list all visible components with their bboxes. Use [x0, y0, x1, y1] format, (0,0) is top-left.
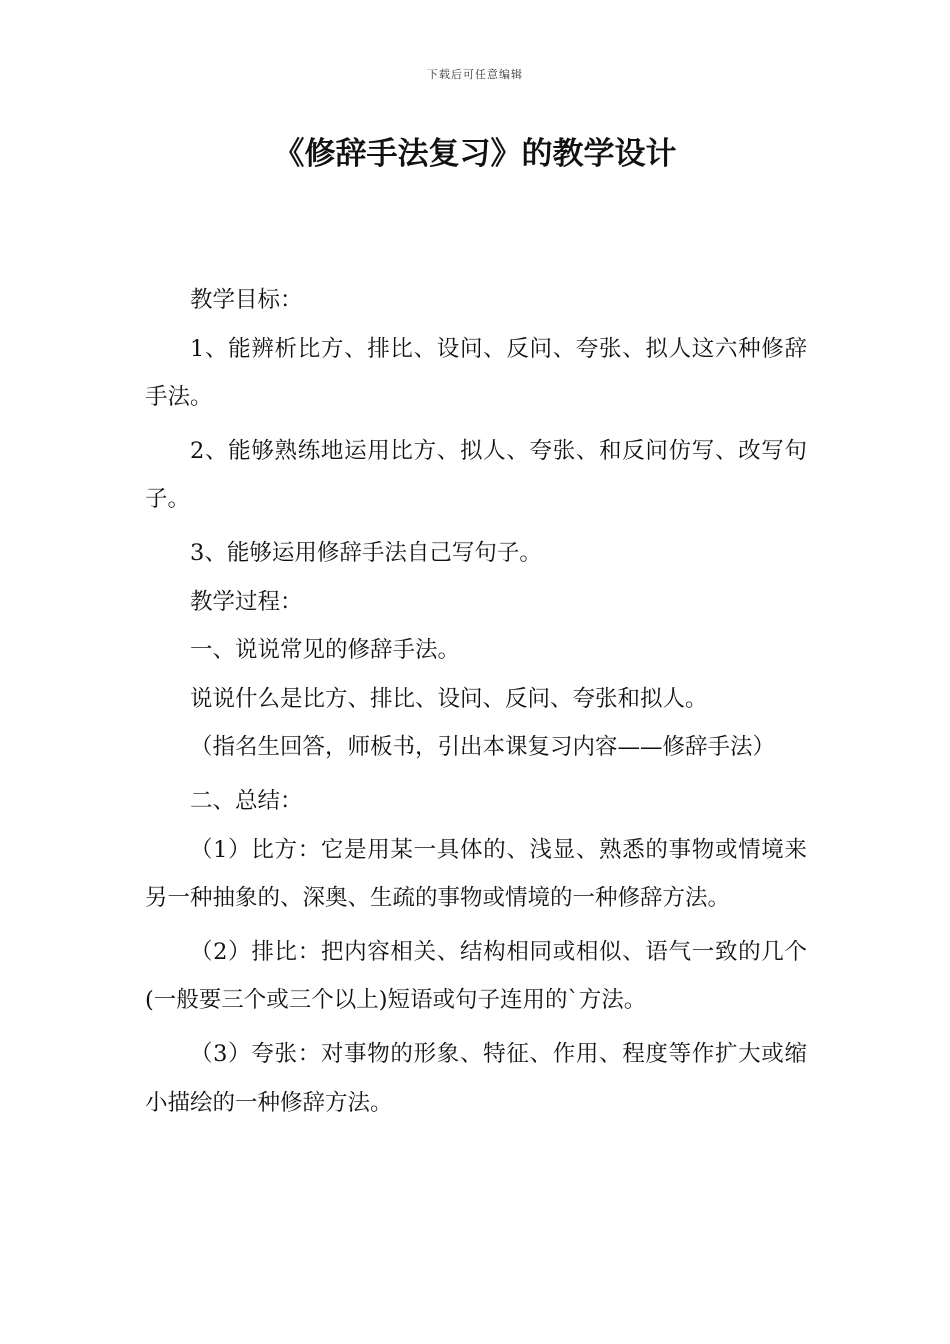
document-title: 《修辞手法复习》的教学设计 [273, 136, 677, 172]
paragraph-summary-hyperbole: （3）夸张：对事物的形象、特征、作用、程度等作扩大或缩小描绘的一种修辞方法。 [145, 1040, 807, 1116]
paragraph-section-1: 一、说说常见的修辞手法。 [190, 637, 461, 664]
paragraph-section-1-prompt: 说说什么是比方、排比、设问、反问、夸张和拟人。 [190, 685, 708, 712]
paragraph-section-2-heading: 二、总结： [190, 787, 303, 814]
paragraph-teaching-goals-heading: 教学目标： [190, 287, 303, 313]
paragraph-section-1-note: （指名生回答，师板书，引出本课复习内容——修辞手法） [190, 734, 776, 761]
header-note: 下载后可任意编辑 [427, 68, 523, 81]
document-body [145, 276, 807, 1127]
paragraph-goal-2: 2、能够熟练地运用比方、拟人、夸张、和反问仿写、改写句子。 [145, 437, 807, 513]
paragraph-teaching-process-heading: 教学过程： [190, 588, 303, 615]
paragraph-goal-1: 1、能辨析比方、排比、设问、反问、夸张、拟人这六种修辞手法。 [145, 335, 807, 411]
paragraph-summary-metaphor: （1）比方：它是用某一具体的、浅显、熟悉的事物或情境来另一种抽象的、深奥、生疏的事物或情境的一种修辞方法。 [145, 836, 807, 912]
paragraph-summary-parallelism: （2）排比：把内容相关、结构相同或相似、语气一致的几个(一般要三个或三个以上)短语或句子连用的`方法。 [145, 938, 807, 1014]
paragraph-goal-3: 3、能够运用修辞手法自己写句子。 [190, 539, 542, 566]
